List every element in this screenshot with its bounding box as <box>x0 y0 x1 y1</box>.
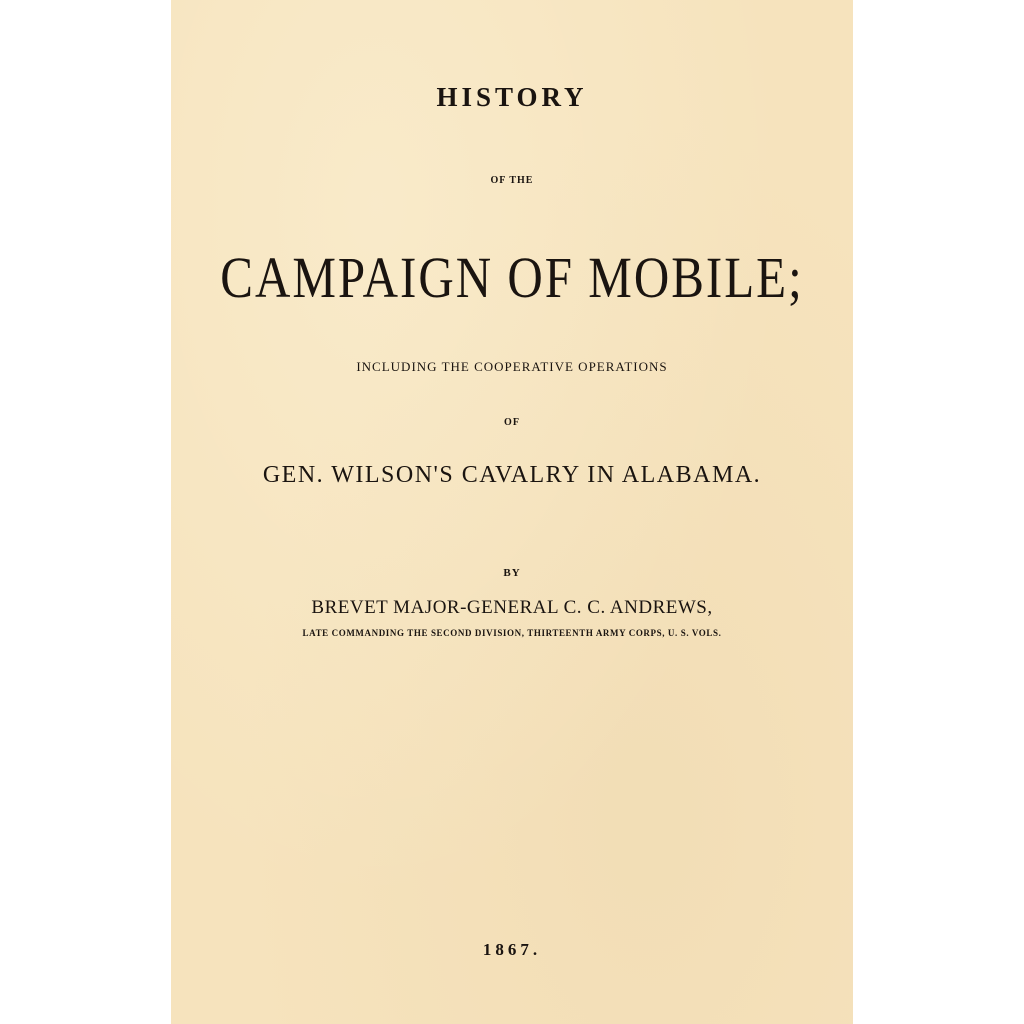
author-note: LATE COMMANDING THE SECOND DIVISION, THIRTEENTH ARMY CORPS, U. S. VOLS. <box>302 628 722 638</box>
title-page <box>171 0 853 1024</box>
heading-history: HISTORY <box>436 82 588 112</box>
main-title: CAMPAIGN OF MOBILE; <box>220 245 804 311</box>
byline-by: BY <box>503 567 521 579</box>
subtitle-including: INCLUDING THE COOPERATIVE OPERATIONS <box>356 359 668 374</box>
author-name: BREVET MAJOR-GENERAL C. C. ANDREWS, <box>311 597 713 618</box>
subtitle-of: OF <box>504 417 520 428</box>
subtitle-wilson-cavalry: GEN. WILSON'S CAVALRY IN ALABAMA. <box>262 462 762 488</box>
heading-of-the: OF THE <box>490 175 534 186</box>
publication-year: 1867. <box>482 940 542 959</box>
